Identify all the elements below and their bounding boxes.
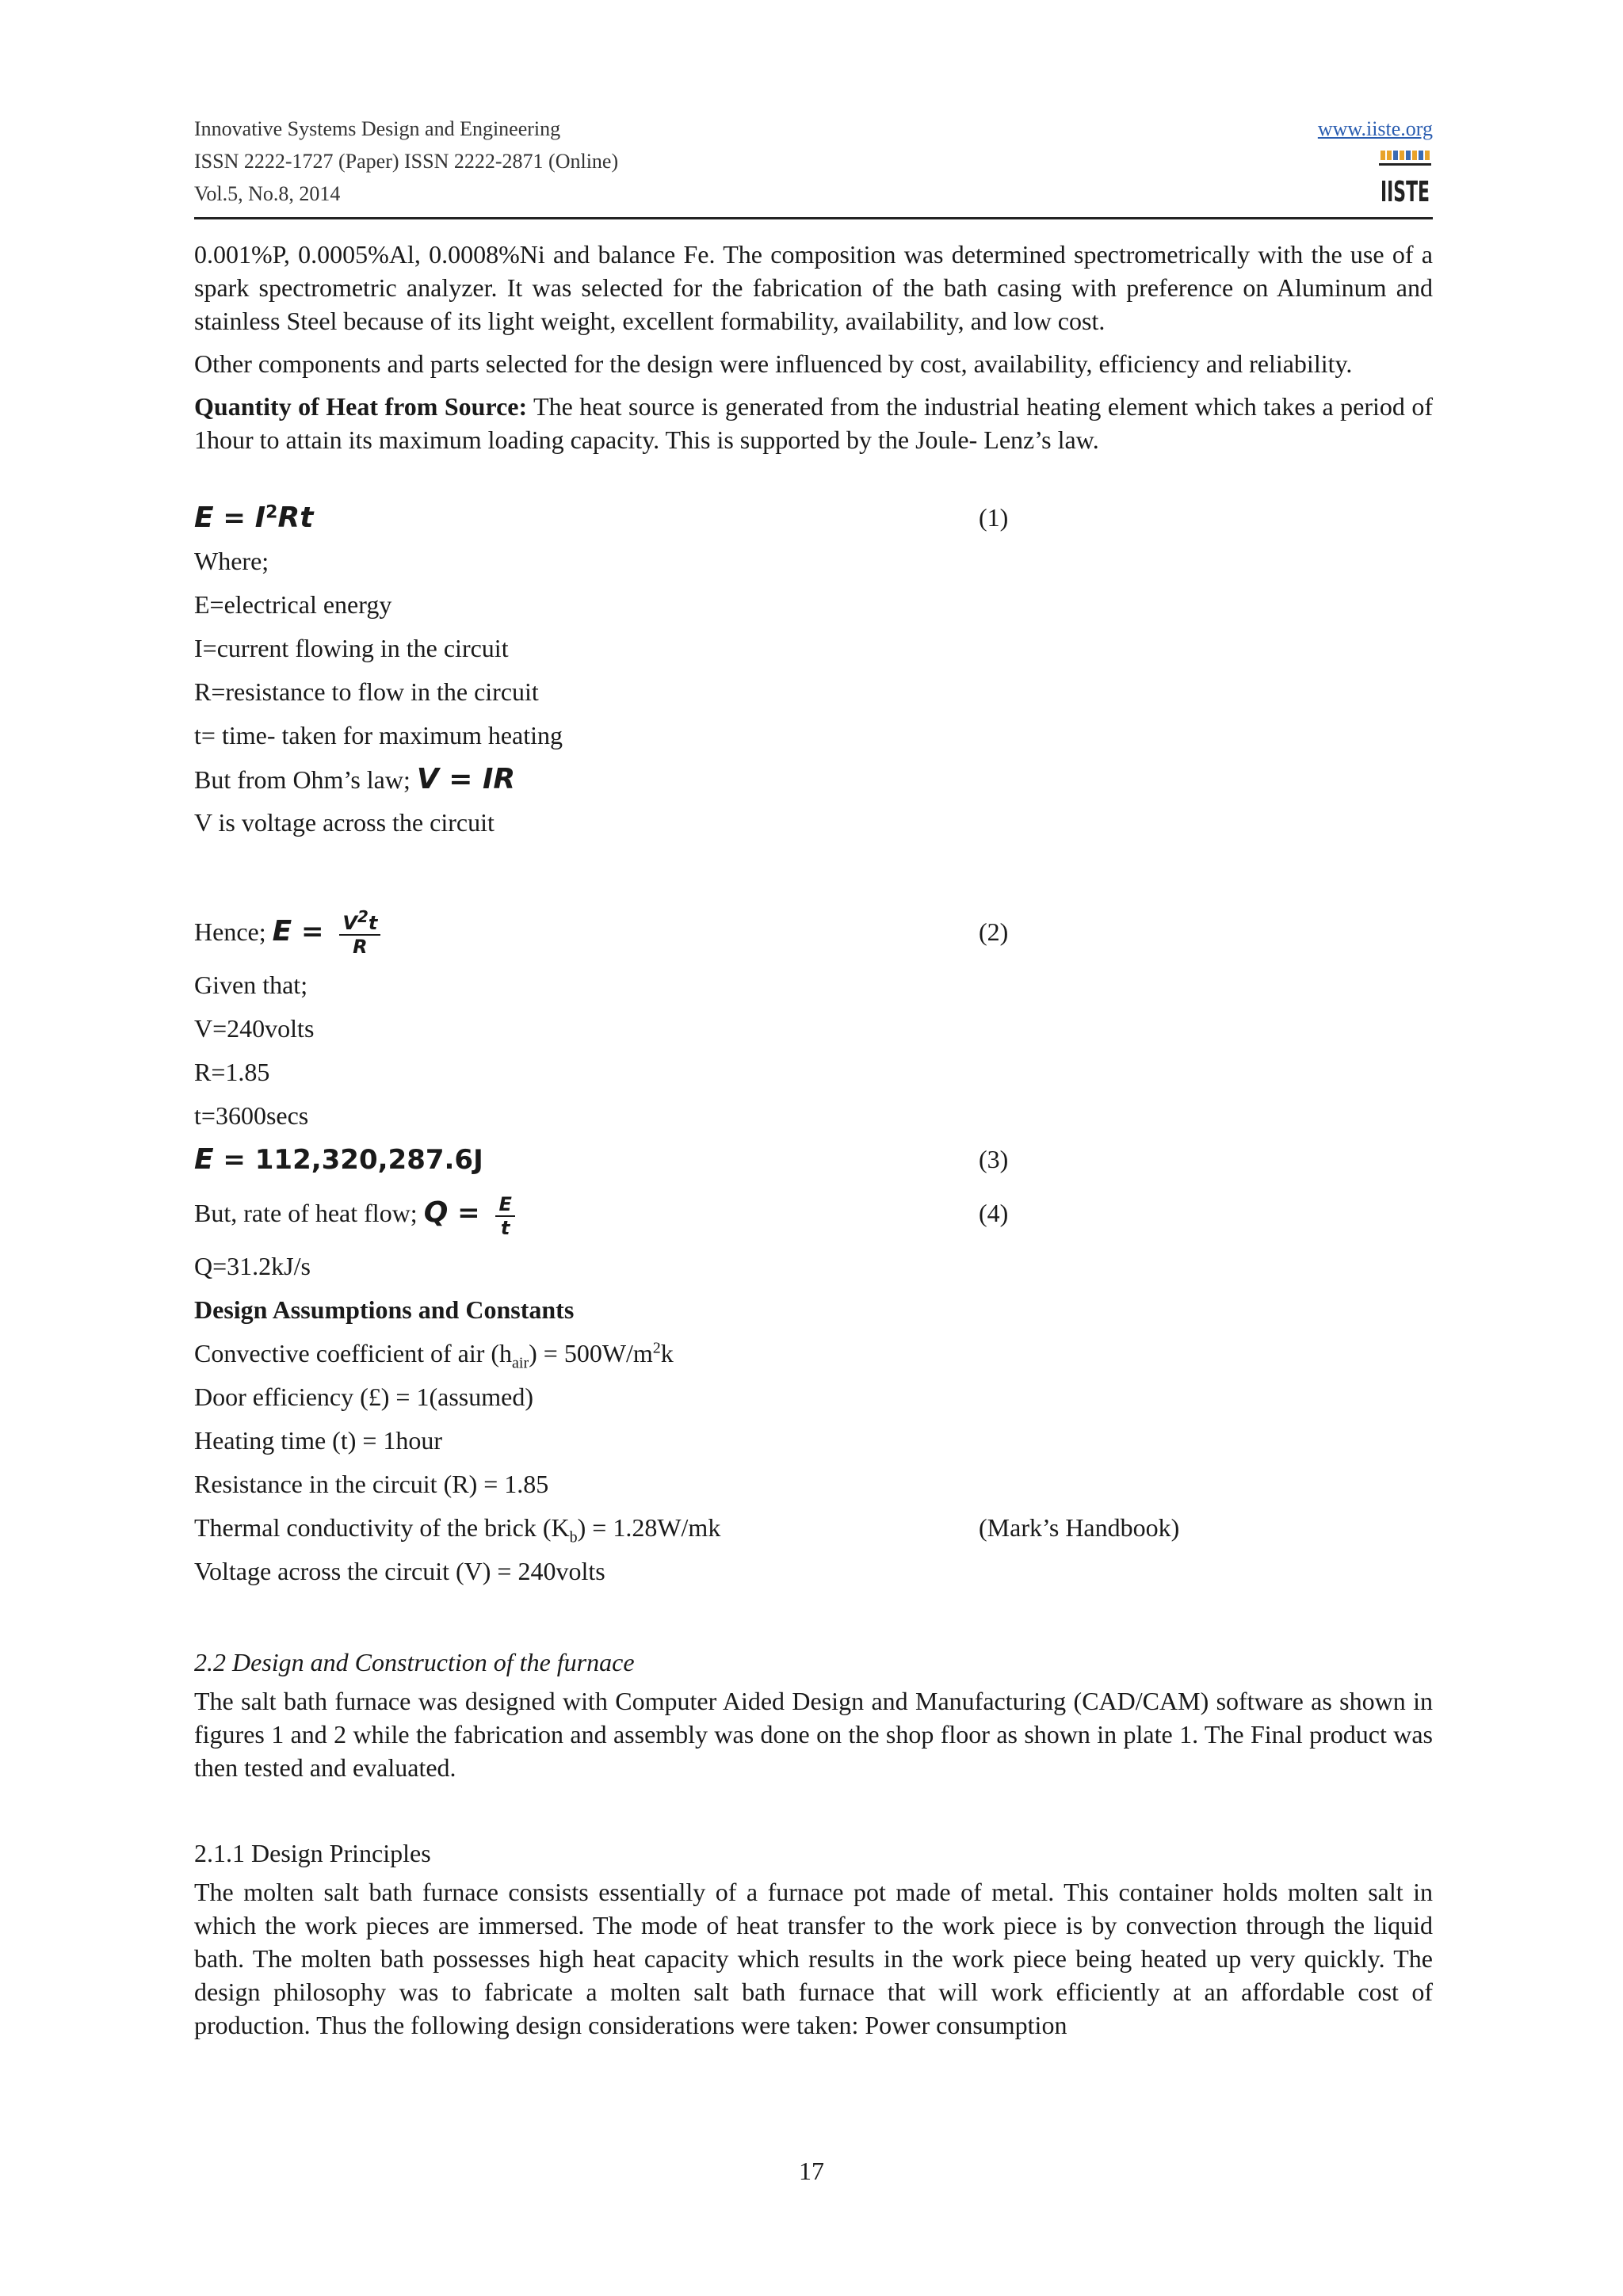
equation-1: $E = I^2Rt$ (1) <box>194 496 1433 540</box>
paragraph-heat-source <box>194 390 1433 456</box>
assumption-door-efficiency: Door efficiency (£) = 1(assumed) <box>194 1383 533 1411</box>
assumption-thermal-conductivity: Thermal conductivity of the brick $(K_b) = 1.28W/mk$ (Mark’s Handbook) <box>194 1506 1433 1550</box>
fraction-e-over-t: $\frac{E}{t}$ <box>495 1193 514 1239</box>
page-header <box>194 113 1433 210</box>
assumption-heating-time: Heating time (t) = 1hour <box>194 1426 443 1455</box>
section-heading-2-2: 2.2 Design and Construction of the furnace <box>194 1648 635 1676</box>
assumption-voltage: Voltage across the circuit (V) = 240volts <box>194 1557 605 1585</box>
journal-url-link[interactable]: www.iiste.org <box>1317 117 1433 140</box>
definition-i: I=current flowing in the circuit <box>194 634 509 662</box>
equation-number-3: (3) <box>979 1145 1009 1173</box>
iiste-logo <box>1377 147 1433 206</box>
page-number: 17 <box>799 2157 824 2185</box>
q-result: Q=31.2kJ/s <box>194 1252 311 1280</box>
definition-v: V is voltage across the circuit <box>194 808 495 837</box>
header-rule <box>194 217 1433 219</box>
given-time: t=3600secs <box>194 1101 309 1130</box>
definition-t: t= time- taken for maximum heating <box>194 721 563 749</box>
paragraph-design-principles: The molten salt bath furnace consists essentially of a furnace pot made of metal. This container holds molten salt in which the work pieces are immersed. The mode of heat transfer to the work piece is by convection through the liquid bath. The molten bath possesses high heat capacity which results in the work piece being heated up very quickly. The design philosophy was to fabricate a molten salt bath furnace that will work efficiently at an affordable cost of production. Thus the following design considerations were taken: Power consumption <box>194 1878 1433 2039</box>
paragraph-components: Other components and parts selected for the design were influenced by cost, availability, efficiency and reliability. <box>194 349 1353 378</box>
equation-number-4: (4) <box>979 1199 1009 1227</box>
heat-source-heading: Quantity of Heat from Source: <box>194 392 528 421</box>
assumptions-heading: Design Assumptions and Constants <box>194 1295 575 1324</box>
equation-3: E = 112,320,287.6J (3) <box>194 1138 1433 1181</box>
given-resistance: R=1.85 <box>194 1058 270 1086</box>
heat-source-text: The heat source is generated from the industrial heating element which takes a period of 1hour to attain its maximum loading capacity. This is supported by the Joule- Lenz’s law. <box>194 392 1434 454</box>
equation-4: But, rate of heat flow; Q = $\frac{E}{t}$ (4) <box>194 1181 1433 1245</box>
given-line: Given that; <box>194 971 308 999</box>
volume-line: Vol.5, No.8, 2014 <box>194 182 341 205</box>
where-line: Where; <box>194 547 269 575</box>
assumption-convective-coefficient: Convective coefficient of air $(h_{air}) = 500W/m^2k$ <box>194 1339 674 1372</box>
equation-number-1: (1) <box>979 503 1009 532</box>
reference-marks-handbook: (Mark’s Handbook) <box>979 1513 1180 1542</box>
assumption-resistance: Resistance in the circuit (R) = 1.85 <box>194 1470 549 1498</box>
section-heading-2-1-1: 2.1.1 Design Principles <box>194 1839 431 1867</box>
body-text <box>194 238 1433 2042</box>
definition-r: R=resistance to flow in the circuit <box>194 677 539 706</box>
logo-lettering: IISTE <box>1381 176 1430 208</box>
ohm-law-line: But from Ohm’s law; V = IR <box>194 763 516 795</box>
fraction-v2t-over-r: $\frac{V^2t}{R}$ <box>339 912 380 958</box>
paragraph-composition: 0.001%P, 0.0005%Al, 0.0008%Ni and balance Fe. The composition was determined spectrometrically with the use of a spark spectrometric analyzer. It was selected for the fabrication of the bath casing with preference on Aluminum and stainless Steel because of its light weight, excellent formability, availability, and low cost. <box>194 240 1433 335</box>
equation-2: Hence; E = $\frac{V^2t}{R}$ (2) <box>194 900 1433 963</box>
paragraph-design-construction: The salt bath furnace was designed with Computer Aided Design and Manufacturing (CAD/CAM) software as shown in figures 1 and 2 while the fabrication and assembly was done on the shop floor as shown in plate 1. The Final product was then tested and evaluated. <box>194 1687 1433 1782</box>
definition-e: E=electrical energy <box>194 590 392 619</box>
journal-title: Innovative Systems Design and Engineering <box>194 117 561 140</box>
given-voltage: V=240volts <box>194 1014 315 1043</box>
issn-line: ISSN 2222-1727 (Paper) ISSN 2222-2871 (Online) <box>194 150 619 173</box>
equation-number-2: (2) <box>979 917 1009 946</box>
